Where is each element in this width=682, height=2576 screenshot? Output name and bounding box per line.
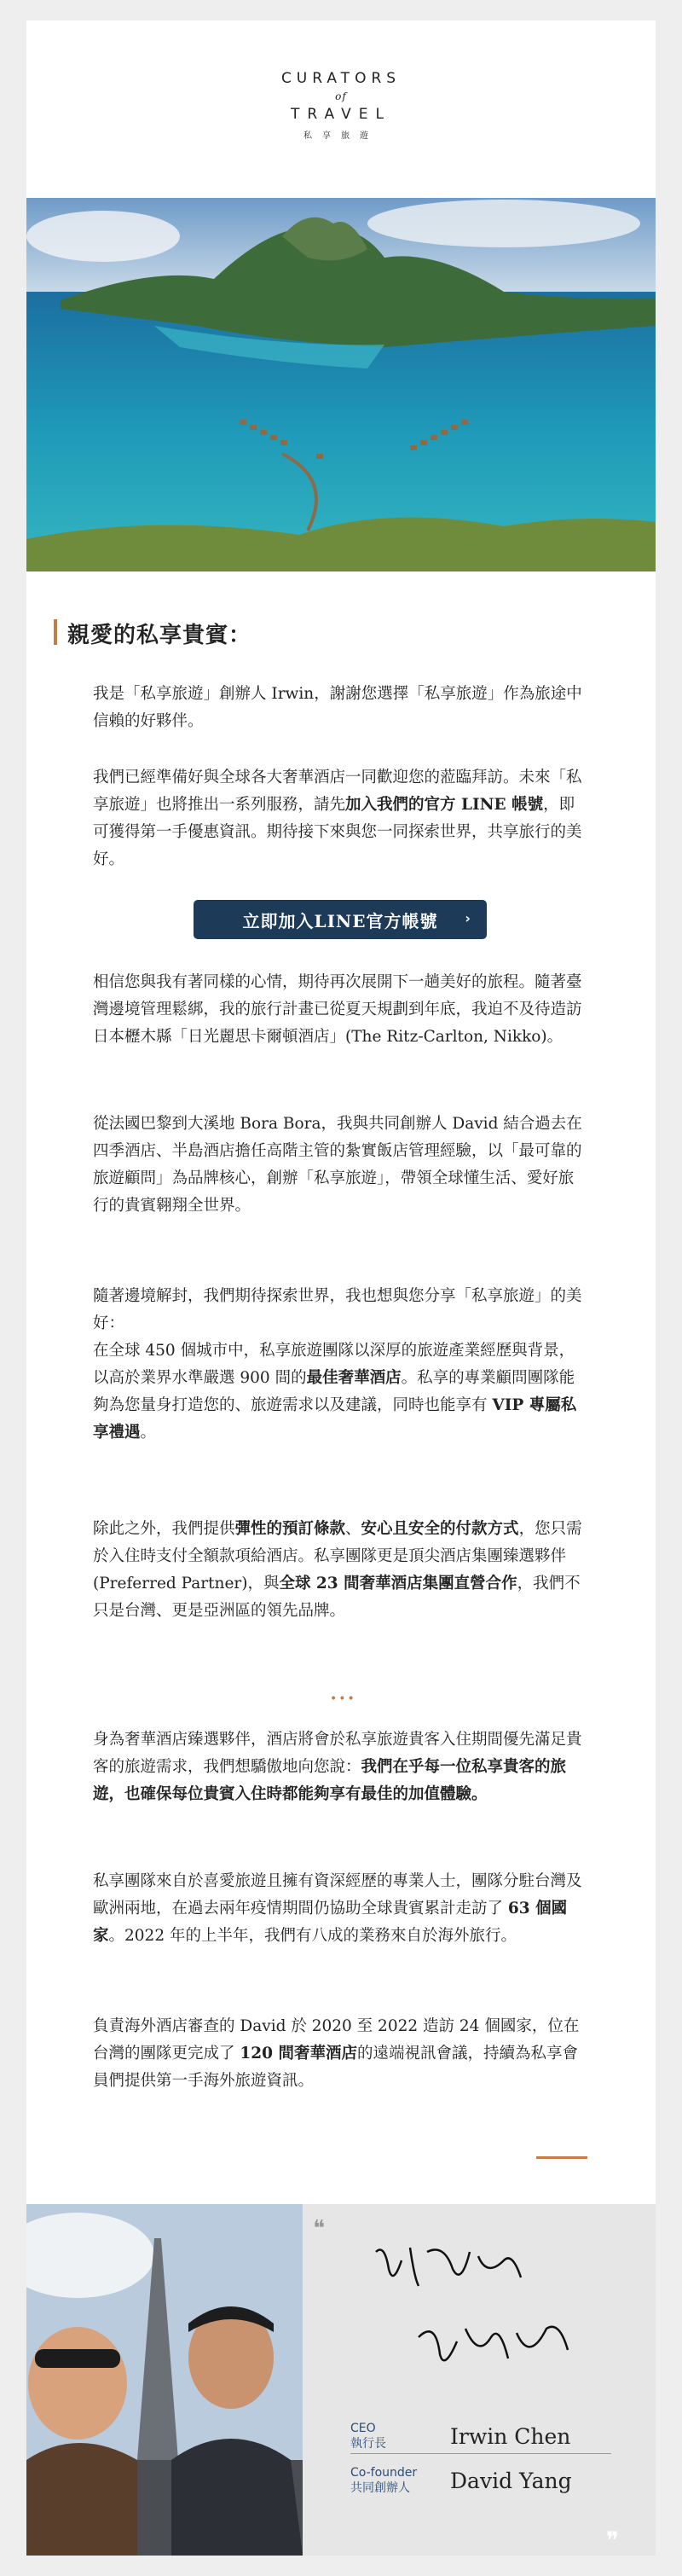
- closing-rule: [536, 2156, 587, 2159]
- founders-photo: [26, 2204, 303, 2556]
- bold-span: 安心且安全的付款方式: [361, 1520, 519, 1538]
- text-span: 隨著邊境解封，我們期待探索世界，我也想與您分享「私享旅遊」的美好：: [93, 1287, 582, 1332]
- text-span: 私享團隊來自於喜愛旅遊且擁有資深經歷的專業人士，團隊分駐台灣及歐洲兩地，在過去兩年疫情期間仍協助全球貴賓累計走訪了: [93, 1872, 582, 1917]
- paragraph-share: [93, 1283, 589, 1447]
- role-cofounder-zh: 共同創辦人: [350, 2481, 410, 2495]
- text-span: 。: [140, 1424, 157, 1442]
- footer-divider: [350, 2453, 611, 2454]
- paragraph-terms: [93, 1516, 589, 1625]
- quote-close-icon: ❞: [606, 2527, 620, 2555]
- bold-span: 彈性的預訂條款: [234, 1520, 346, 1538]
- paragraph-david: [93, 2013, 589, 2095]
- signature-david: [410, 2312, 581, 2380]
- text-span: 身為奢華酒店臻選夥伴，酒店將會於私享旅遊貴客入住期間優先滿足貴客的旅遊需求，我們想驕傲地向您說：: [93, 1731, 582, 1776]
- name-david: David Yang: [450, 2469, 572, 2493]
- text-span: ，我們不只是台灣、更是亞洲區的領先品牌。: [93, 1575, 581, 1620]
- bold-span: VIP 專屬私享禮遇: [93, 1396, 577, 1442]
- section-divider: •••: [330, 1692, 356, 1706]
- brand-line-3: TRAVEL: [291, 106, 391, 123]
- chevron-right-icon: ›: [465, 910, 471, 926]
- text-span: 負責海外酒店審查的 David 於 2020 至 2022 造訪 24 個國家，位在台灣的團隊更完成了: [93, 2017, 580, 2063]
- brand-line-1: CURATORS: [280, 70, 402, 87]
- bold-span: 63 個國家: [93, 1900, 568, 1945]
- text-span: 的遠端視訊會議，持續為私享會員們提供第一手海外旅遊資訊。: [93, 2045, 578, 2090]
- signature-footer: [26, 2204, 656, 2556]
- join-line-button[interactable]: [194, 900, 487, 939]
- name-irwin: Irwin Chen: [450, 2424, 571, 2449]
- paragraph-partner: [93, 1726, 589, 1808]
- role-cofounder-en: Co-founder: [350, 2466, 418, 2480]
- role-ceo: [350, 2421, 386, 2451]
- brand-line-4: 私享旅遊: [303, 131, 379, 141]
- bold-span: 我們在乎每一位私享貴客的旅遊，也確保每位貴賓入住時都能夠享有最佳的加值體驗。: [93, 1758, 567, 1803]
- text-span: 除此之外，我們提供: [93, 1520, 235, 1538]
- hero-image: [26, 198, 656, 571]
- text-span: ，您只需於入住時支付全額款項給酒店。私享團隊更是頂尖酒店集團臻選夥伴 (Preferred Partner)，與: [93, 1520, 582, 1593]
- signature-irwin: [367, 2235, 538, 2303]
- greeting-accent-bar: [54, 619, 57, 645]
- text-span: 、: [345, 1520, 361, 1538]
- join-line-label: 立即加入LINE官方帳號: [242, 910, 438, 931]
- paragraph-welcome: [93, 764, 589, 873]
- role-ceo-zh: 執行長: [350, 2437, 386, 2451]
- paragraph-intro: 我是「私享旅遊」創辦人 Irwin，謝謝您選擇「私享旅遊」作為旅途中信賴的好夥伴。: [93, 685, 582, 730]
- bold-span: 加入我們的官方 LINE 帳號: [345, 796, 544, 814]
- brand-line-2: of: [335, 90, 347, 102]
- paragraph-team: [93, 1868, 589, 1950]
- text-span: 。私享的專業顧問團隊能夠為您量身打造您的、旅遊需求以及建議，同時也能享有: [93, 1369, 575, 1414]
- role-ceo-en: CEO: [350, 2422, 376, 2435]
- brand-logo: [26, 70, 656, 141]
- role-cofounder: [350, 2465, 417, 2496]
- text-span: 。2022 年的上半年，我們有八成的業務來自於海外旅行。: [108, 1927, 517, 1945]
- text-span: 在全球 450 個城市中，私享旅遊團隊以深厚的旅遊產業經歷與背景，以高於業界水準嚴選 900 間的: [93, 1342, 575, 1387]
- email-card: [26, 20, 656, 2556]
- paragraph-founders: 從法國巴黎到大溪地 Bora Bora，我與共同創辦人 David 結合過去在四季酒店、半島酒店擔任高階主管的紮實飯店管理經驗，以「最可靠的旅遊顧問」為品牌核心，創辦「私享旅遊」，帶領全球懂生活、愛好旅行的貴賓翱翔全世界。: [93, 1115, 582, 1215]
- quote-open-icon: ❝: [313, 2216, 325, 2242]
- text-span: ，即可獲得第一手優惠資訊。期待接下來與您一同探索世界，共享旅行的美好。: [93, 796, 582, 868]
- paragraph-journey: 相信您與我有著同樣的心情，期待再次展開下一趟美好的旅程。隨著臺灣邊境管理鬆綁，我的旅行計畫已從夏天規劃到年底，我迫不及待造訪日本櫪木縣「日光麗思卡爾頓酒店」(The Ritz-Carlton, Nikko)。: [93, 973, 582, 1046]
- greeting-heading: 親愛的私享貴賓：: [67, 623, 252, 648]
- text-span: 我們已經準備好與全球各大奢華酒店一同歡迎您的蒞臨拜訪。未來「私享旅遊」也將推出一系列服務，請先: [93, 769, 582, 814]
- bold-span: 全球 23 間奢華酒店集團直營合作: [279, 1575, 517, 1593]
- bold-span: 120 間奢華酒店: [240, 2045, 357, 2063]
- bold-span: 最佳奢華酒店: [306, 1369, 402, 1387]
